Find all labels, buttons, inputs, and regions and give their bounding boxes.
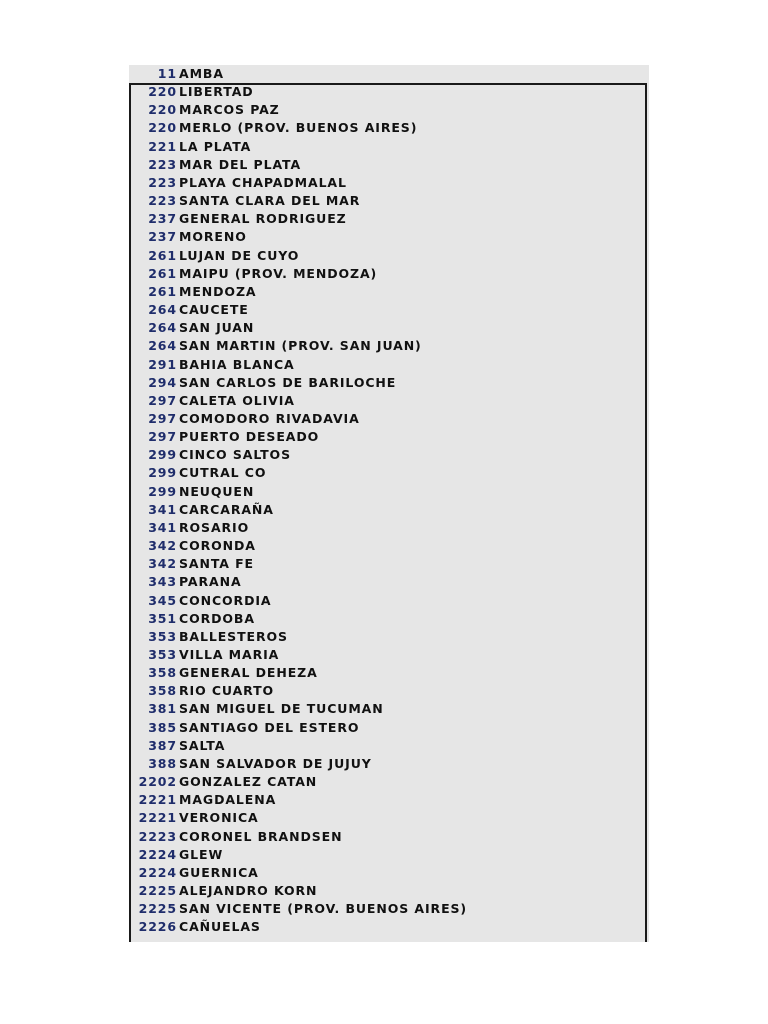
area-code-cell: 2224: [138, 846, 177, 862]
city-name-cell: ROSARIO: [179, 519, 250, 535]
city-name-cell: SANTA FE: [179, 556, 254, 572]
table-row: [129, 900, 649, 918]
city-name-cell: MERLO (PROV. BUENOS AIRES): [179, 120, 418, 136]
table-row: [129, 592, 649, 610]
table-row: [129, 83, 649, 101]
table-row: [129, 464, 649, 482]
city-name-cell: SAN MIGUEL DE TUCUMAN: [179, 701, 384, 717]
table-row: [129, 483, 649, 501]
table-row: [129, 65, 649, 83]
area-code-cell: 353: [148, 647, 177, 662]
table-row: [129, 755, 649, 773]
table-row: [129, 918, 649, 936]
area-code-cell: 2221: [138, 810, 177, 826]
city-name-cell: CALETA OLIVIA: [179, 392, 295, 408]
city-name-cell: BAHIA BLANCA: [179, 356, 295, 372]
area-code-cell: 2202: [138, 774, 177, 790]
table-row: [129, 519, 649, 537]
city-name-cell: BALLESTEROS: [179, 628, 288, 644]
area-code-list: [129, 65, 649, 937]
table-row: [129, 210, 649, 228]
table-row: [129, 428, 649, 446]
city-name-cell: LIBERTAD: [179, 84, 254, 100]
area-code-cell: 2226: [138, 919, 177, 935]
city-name-cell: VERONICA: [179, 810, 259, 826]
table-row: [129, 156, 649, 174]
table-row: [129, 628, 649, 646]
table-row: [129, 682, 649, 700]
city-name-cell: PUERTO DESEADO: [179, 429, 320, 445]
city-name-cell: CORDOBA: [179, 610, 255, 626]
city-name-cell: COMODORO RIVADAVIA: [179, 410, 360, 426]
city-name-cell: CUTRAL CO: [179, 465, 267, 481]
area-code-cell: 220: [148, 102, 177, 118]
area-code-cell: 261: [148, 265, 177, 281]
city-name-cell: SANTIAGO DEL ESTERO: [179, 719, 360, 735]
city-name-cell: NEUQUEN: [179, 483, 255, 499]
city-name-cell: CINCO SALTOS: [179, 447, 291, 463]
area-code-cell: 388: [148, 755, 177, 771]
city-name-cell: MAR DEL PLATA: [179, 156, 302, 172]
area-code-cell: 221: [148, 138, 177, 154]
area-code-cell: 294: [148, 374, 177, 390]
city-name-cell: GONZALEZ CATAN: [179, 774, 318, 790]
table-row: [129, 573, 649, 591]
area-code-cell: 264: [148, 320, 177, 336]
city-name-cell: GENERAL DEHEZA: [179, 665, 318, 681]
city-name-cell: SALTA: [179, 737, 226, 753]
table-row: [129, 174, 649, 192]
city-name-cell: CORONDA: [179, 538, 256, 554]
city-name-cell: SAN JUAN: [179, 320, 255, 336]
table-row: [129, 119, 649, 137]
area-code-cell: 385: [148, 719, 177, 735]
area-code-cell: 264: [148, 302, 177, 318]
table-row: [129, 301, 649, 319]
table-row: [129, 664, 649, 682]
table-row: [129, 828, 649, 846]
table-row: [129, 247, 649, 265]
city-name-cell: SAN CARLOS DE BARILOCHE: [179, 374, 397, 390]
area-code-cell: 297: [148, 410, 177, 426]
area-code-cell: 11: [157, 66, 177, 81]
table-row: [129, 374, 649, 392]
table-row: [129, 392, 649, 410]
area-code-cell: 2225: [138, 883, 177, 899]
city-name-cell: PARANA: [179, 574, 242, 590]
area-code-cell: 237: [148, 211, 177, 227]
city-name-cell: MARCOS PAZ: [179, 102, 280, 118]
area-code-cell: 297: [148, 429, 177, 445]
table-row: [129, 555, 649, 573]
table-row: [129, 646, 649, 664]
city-name-cell: LUJAN DE CUYO: [179, 247, 300, 263]
table-row: [129, 265, 649, 283]
city-name-cell: MAIPU (PROV. MENDOZA): [179, 265, 378, 281]
area-code-cell: 387: [148, 737, 177, 753]
city-name-cell: CORONEL BRANDSEN: [179, 828, 343, 844]
table-row: [129, 537, 649, 555]
table-row: [129, 192, 649, 210]
area-code-cell: 291: [148, 356, 177, 372]
city-name-cell: ALEJANDRO KORN: [179, 883, 318, 899]
area-code-cell: 299: [148, 465, 177, 481]
table-row: [129, 773, 649, 791]
city-name-cell: GENERAL RODRIGUEZ: [179, 211, 347, 227]
city-name-cell: CONCORDIA: [179, 592, 272, 608]
area-code-cell: 220: [148, 84, 177, 100]
table-row: [129, 501, 649, 519]
area-code-cell: 264: [148, 338, 177, 354]
area-code-cell: 341: [148, 519, 177, 535]
area-code-cell: 223: [148, 174, 177, 190]
city-name-cell: GUERNICA: [179, 864, 259, 880]
city-name-cell: MORENO: [179, 229, 247, 245]
table-row: [129, 809, 649, 827]
area-code-cell: 297: [148, 392, 177, 408]
area-code-cell: 351: [148, 610, 177, 626]
city-name-cell: SAN SALVADOR DE JUJUY: [179, 755, 372, 771]
city-name-cell: MAGDALENA: [179, 792, 277, 808]
city-name-cell: VILLA MARIA: [179, 647, 280, 662]
city-name-cell: SANTA CLARA DEL MAR: [179, 193, 361, 209]
city-name-cell: SAN VICENTE (PROV. BUENOS AIRES): [179, 901, 468, 917]
table-row: [129, 864, 649, 882]
table-row: [129, 138, 649, 156]
area-code-cell: 299: [148, 447, 177, 463]
city-name-cell: RIO CUARTO: [179, 683, 275, 699]
table-row: [129, 610, 649, 628]
area-code-cell: 299: [148, 483, 177, 499]
city-name-cell: AMBA: [179, 66, 224, 81]
area-code-cell: 381: [148, 701, 177, 717]
area-code-cell: 261: [148, 247, 177, 263]
area-code-cell: 237: [148, 229, 177, 245]
table-row: [129, 356, 649, 374]
city-name-cell: SAN MARTIN (PROV. SAN JUAN): [179, 338, 422, 354]
table-row: [129, 283, 649, 301]
city-name-cell: CARCARAÑA: [179, 501, 274, 517]
area-code-cell: 2221: [138, 792, 177, 808]
area-code-cell: 342: [148, 538, 177, 554]
area-code-cell: 261: [148, 283, 177, 299]
area-code-cell: 342: [148, 556, 177, 572]
area-code-cell: 345: [148, 592, 177, 608]
city-name-cell: MENDOZA: [179, 283, 257, 299]
area-code-cell: 358: [148, 665, 177, 681]
table-row: [129, 337, 649, 355]
table-row: [129, 791, 649, 809]
area-code-cell: 358: [148, 683, 177, 699]
table-row: [129, 228, 649, 246]
table-row: [129, 101, 649, 119]
area-code-cell: 223: [148, 156, 177, 172]
city-name-cell: CAÑUELAS: [179, 919, 261, 935]
area-code-cell: 341: [148, 501, 177, 517]
area-code-cell: 2223: [138, 828, 177, 844]
area-code-cell: 2225: [138, 901, 177, 917]
table-row: [129, 319, 649, 337]
area-code-cell: 343: [148, 574, 177, 590]
area-code-cell: 223: [148, 193, 177, 209]
table-row: [129, 446, 649, 464]
table-row: [129, 719, 649, 737]
table-row: [129, 410, 649, 428]
city-name-cell: GLEW: [179, 846, 224, 862]
table-row: [129, 882, 649, 900]
city-name-cell: LA PLATA: [179, 138, 252, 154]
city-name-cell: PLAYA CHAPADMALAL: [179, 174, 347, 190]
table-row: [129, 737, 649, 755]
table-row: [129, 700, 649, 718]
table-row: [129, 846, 649, 864]
area-code-cell: 353: [148, 628, 177, 644]
city-name-cell: CAUCETE: [179, 302, 249, 318]
area-code-cell: 2224: [138, 864, 177, 880]
area-code-cell: 220: [148, 120, 177, 136]
